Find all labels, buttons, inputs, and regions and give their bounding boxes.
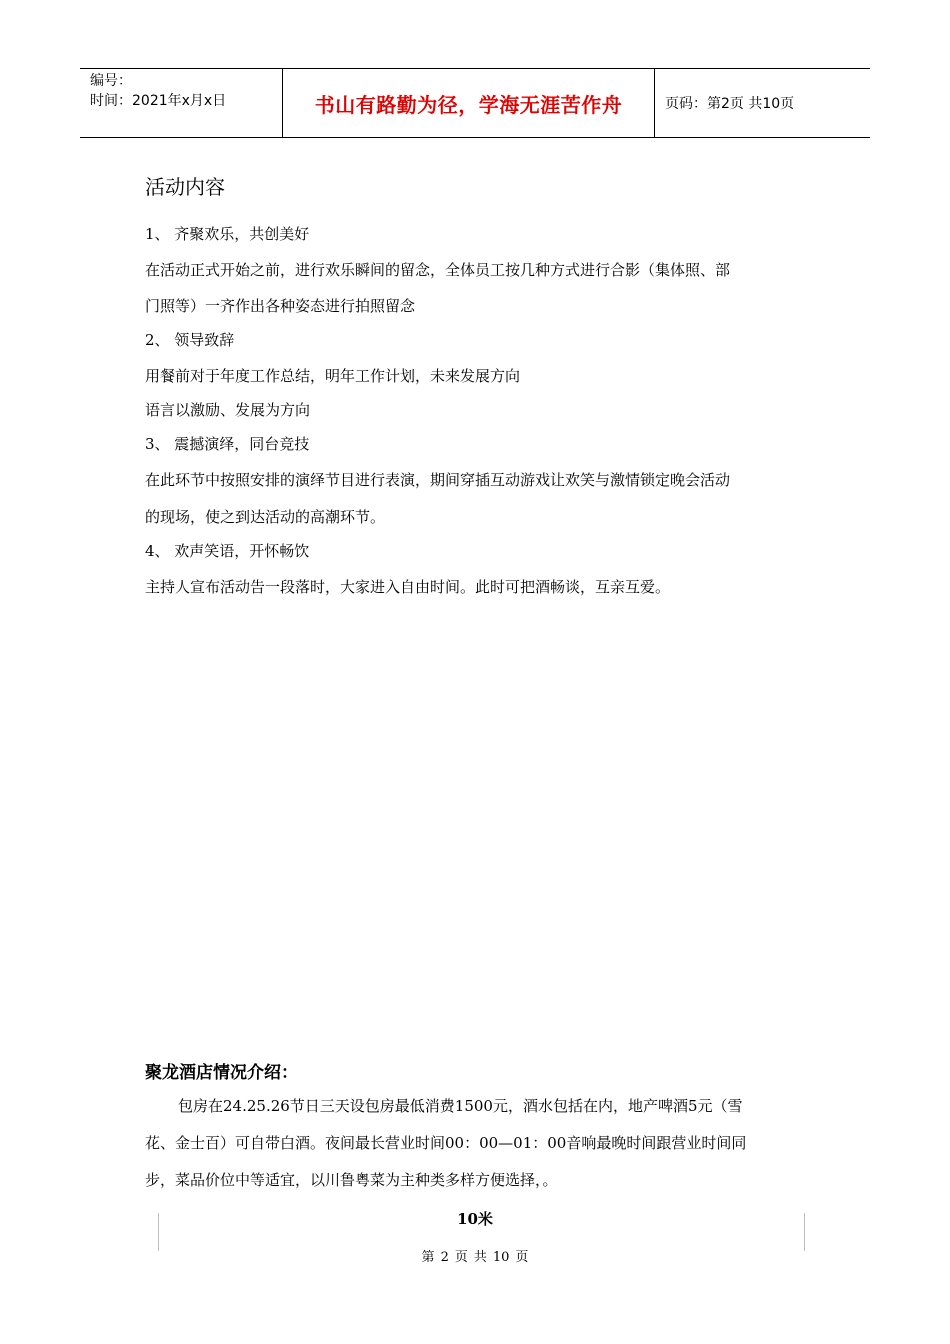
footer-total-pages: 10 (492, 1250, 510, 1265)
footer-di: 第 (421, 1250, 435, 1265)
header-motto: 书山有路勤为径，学海无涯苦作舟 (282, 69, 655, 137)
activity-line: 语言以激励、发展为方向 (145, 401, 311, 419)
hotel-line: 花、金士百）可自带白酒。夜间最长营业时间00：00—01：00音响最晚时间跟营业时间同 (145, 1134, 747, 1152)
activity-line: 的现场，使之到达活动的高潮环节。 (145, 508, 386, 526)
activity-line: 用餐前对于年度工作总结，明年工作计划，未来发展方向 (145, 367, 521, 385)
distance-label: 10米 (457, 1210, 493, 1228)
activity-line: 4、 欢声笑语，开怀畅饮 (145, 542, 310, 560)
activity-line: 3、 震撼演绎，同台竞技 (145, 435, 310, 453)
header-page-label: 页码：第2页 共10页 (665, 96, 795, 112)
activity-line: 2、 领导致辞 (145, 331, 235, 349)
activity-line: 在活动正式开始之前，进行欢乐瞬间的留念，全体员工按几种方式进行合影（集体照、部 (145, 261, 731, 279)
activity-line: 1、 齐聚欢乐，共创美好 (145, 225, 310, 243)
activity-title: 活动内容 (145, 175, 225, 199)
footer-ye: 页 (454, 1250, 468, 1265)
hotel-line: 步，菜品价位中等适宜，以川鲁粤菜为主种类多样方便选择，。 (145, 1171, 558, 1189)
footer-gong: 共 (473, 1250, 487, 1265)
activity-line: 门照等）一齐作出各种姿态进行拍照留念 (145, 297, 416, 315)
hotel-title: 聚龙酒店情况介绍： (145, 1063, 298, 1083)
activity-line: 主持人宣布活动告一段落时，大家进入自由时间。此时可把酒畅谈，互亲互爱。 (145, 578, 671, 596)
document-header (80, 68, 870, 138)
hotel-line: 包房在24.25.26节日三天设包房最低消费1500元，酒水包括在内，地产啤酒5元（雪 (178, 1097, 743, 1115)
page-footer (0, 1246, 950, 1265)
footer-page-number: 2 (440, 1250, 449, 1265)
header-meta (80, 69, 282, 137)
number-label: 编号： (90, 73, 132, 89)
time-label: 时间：2021年x月x日 (90, 93, 227, 109)
footer-ye: 页 (515, 1250, 529, 1265)
activity-line: 在此环节中按照安排的演绎节目进行表演，期间穿插互动游戏让欢笑与激情锁定晚会活动 (145, 471, 731, 489)
